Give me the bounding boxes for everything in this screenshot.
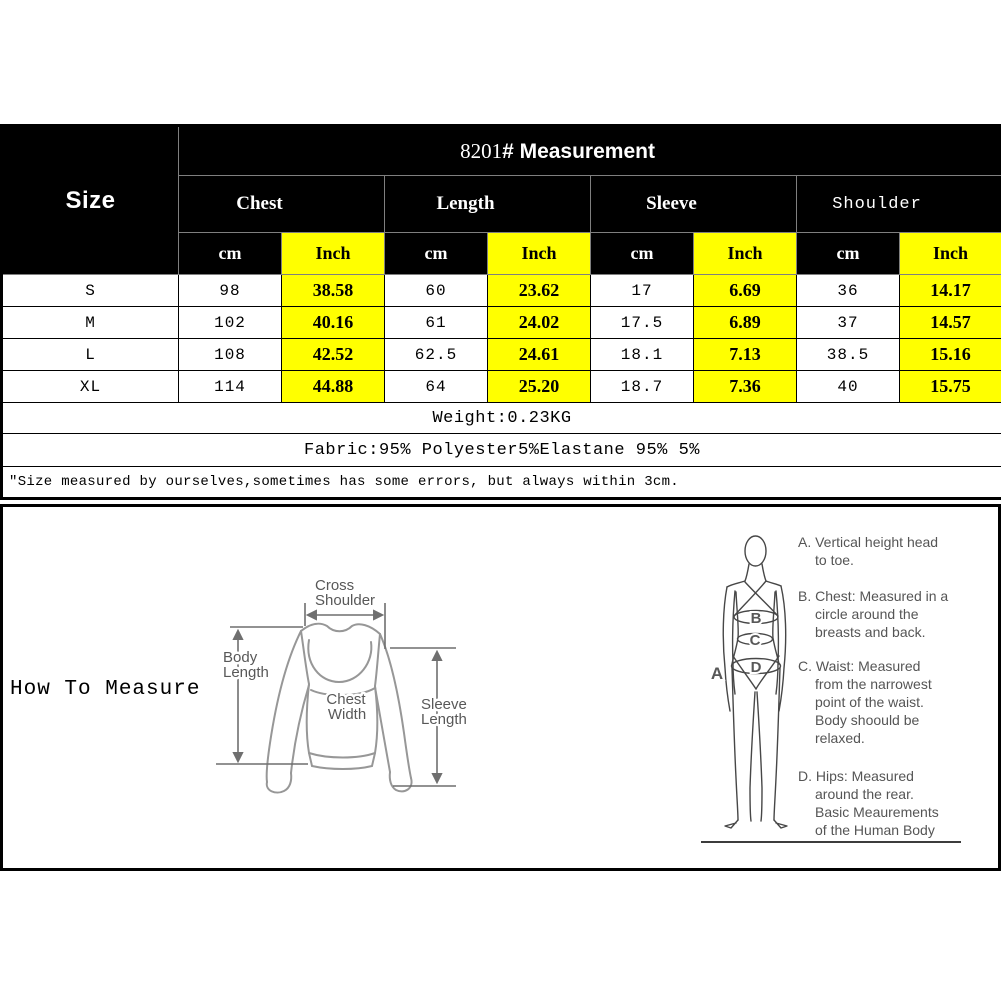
cm-value: 18.1 bbox=[591, 339, 694, 371]
group-header-chest: Chest bbox=[179, 176, 385, 233]
group-header-length: Length bbox=[385, 176, 591, 233]
table-row bbox=[2, 307, 1001, 339]
cm-value: 60 bbox=[385, 275, 488, 307]
inch-value: 6.69 bbox=[694, 275, 797, 307]
table-row bbox=[2, 275, 1001, 307]
unit-header-cm: cm bbox=[591, 233, 694, 275]
title-text: # Measurement bbox=[502, 139, 655, 163]
instruction-b: B. Chest: Measured in a circle around the breasts and back. bbox=[798, 588, 949, 640]
size-value: S bbox=[2, 275, 179, 307]
unit-header-inch: Inch bbox=[900, 233, 1001, 275]
size-value: L bbox=[2, 339, 179, 371]
body-outline bbox=[723, 536, 787, 828]
unit-header-cm: cm bbox=[179, 233, 282, 275]
inch-value: 40.16 bbox=[282, 307, 385, 339]
cm-value: 17 bbox=[591, 275, 694, 307]
size-value: M bbox=[2, 307, 179, 339]
cm-value: 114 bbox=[179, 371, 282, 403]
chest-width-label: Chest bbox=[326, 691, 366, 708]
unit-header-inch: Inch bbox=[694, 233, 797, 275]
cross-shoulder-label: Shoulder bbox=[315, 592, 376, 609]
inch-value: 42.52 bbox=[282, 339, 385, 371]
cm-value: 64 bbox=[385, 371, 488, 403]
size-column-header: Size bbox=[2, 126, 179, 275]
how-to-measure-section bbox=[0, 504, 1001, 871]
weight-row: Weight:0.23KG bbox=[2, 403, 1001, 434]
body-figure-diagram bbox=[698, 528, 803, 858]
inch-value: 38.58 bbox=[282, 275, 385, 307]
size-value: XL bbox=[2, 371, 179, 403]
instruction-a: A. Vertical height head to toe. bbox=[798, 534, 939, 568]
inch-value: 7.13 bbox=[694, 339, 797, 371]
inch-value: 15.75 bbox=[900, 371, 1001, 403]
sleeve-length-label: Length bbox=[421, 711, 467, 728]
instruction-d: D. Hips: Measured around the rear. Basic Meaurements of the Human Body bbox=[798, 768, 939, 838]
note-row: ″Size measured by ourselves,sometimes has some errors, but always within 3cm. bbox=[2, 467, 1001, 499]
inch-value: 25.20 bbox=[488, 371, 591, 403]
cm-value: 108 bbox=[179, 339, 282, 371]
group-header-sleeve: Sleeve bbox=[591, 176, 797, 233]
inch-value: 14.57 bbox=[900, 307, 1001, 339]
cm-value: 18.7 bbox=[591, 371, 694, 403]
cm-value: 17.5 bbox=[591, 307, 694, 339]
unit-header-inch: Inch bbox=[282, 233, 385, 275]
unit-header-cm: cm bbox=[797, 233, 900, 275]
cm-value: 102 bbox=[179, 307, 282, 339]
cross-shoulder-label: Cross bbox=[315, 577, 355, 594]
inch-value: 24.02 bbox=[488, 307, 591, 339]
table-row bbox=[2, 339, 1001, 371]
fabric-row: Fabric:95% Polyester5%Elastane 95% 5% bbox=[2, 434, 1001, 467]
inch-value: 23.62 bbox=[488, 275, 591, 307]
table-row bbox=[2, 371, 1001, 403]
how-to-measure-heading: How To Measure bbox=[10, 678, 201, 701]
cm-value: 37 bbox=[797, 307, 900, 339]
inch-value: 44.88 bbox=[282, 371, 385, 403]
body-length-label: Length bbox=[223, 664, 269, 681]
body-point-d: D bbox=[750, 659, 762, 676]
instruction-c: C. Waist: Measured from the narrowest point of the waist. Body shoould be relaxed. bbox=[798, 658, 932, 746]
unit-header-cm: cm bbox=[385, 233, 488, 275]
body-point-c: C bbox=[749, 632, 761, 649]
table-title bbox=[179, 126, 1001, 176]
footer-underline bbox=[701, 841, 961, 843]
inch-value: 24.61 bbox=[488, 339, 591, 371]
cm-value: 62.5 bbox=[385, 339, 488, 371]
cm-value: 36 bbox=[797, 275, 900, 307]
body-point-a: A bbox=[710, 664, 724, 683]
unit-header-inch: Inch bbox=[488, 233, 591, 275]
group-header-shoulder: Shoulder bbox=[797, 176, 1001, 233]
cm-value: 40 bbox=[797, 371, 900, 403]
inch-value: 14.17 bbox=[900, 275, 1001, 307]
body-length-label: Body bbox=[223, 649, 258, 666]
inch-value: 15.16 bbox=[900, 339, 1001, 371]
cm-value: 38.5 bbox=[797, 339, 900, 371]
cm-value: 61 bbox=[385, 307, 488, 339]
measurement-table bbox=[0, 124, 1001, 500]
cm-value: 98 bbox=[179, 275, 282, 307]
inch-value: 7.36 bbox=[694, 371, 797, 403]
chest-width-label: Width bbox=[327, 706, 367, 723]
inch-value: 6.89 bbox=[694, 307, 797, 339]
model-number: 8201 bbox=[460, 138, 503, 163]
garment-measure-diagram bbox=[208, 563, 478, 808]
body-point-b: B bbox=[750, 610, 762, 627]
sleeve-length-label: Sleeve bbox=[421, 696, 467, 713]
